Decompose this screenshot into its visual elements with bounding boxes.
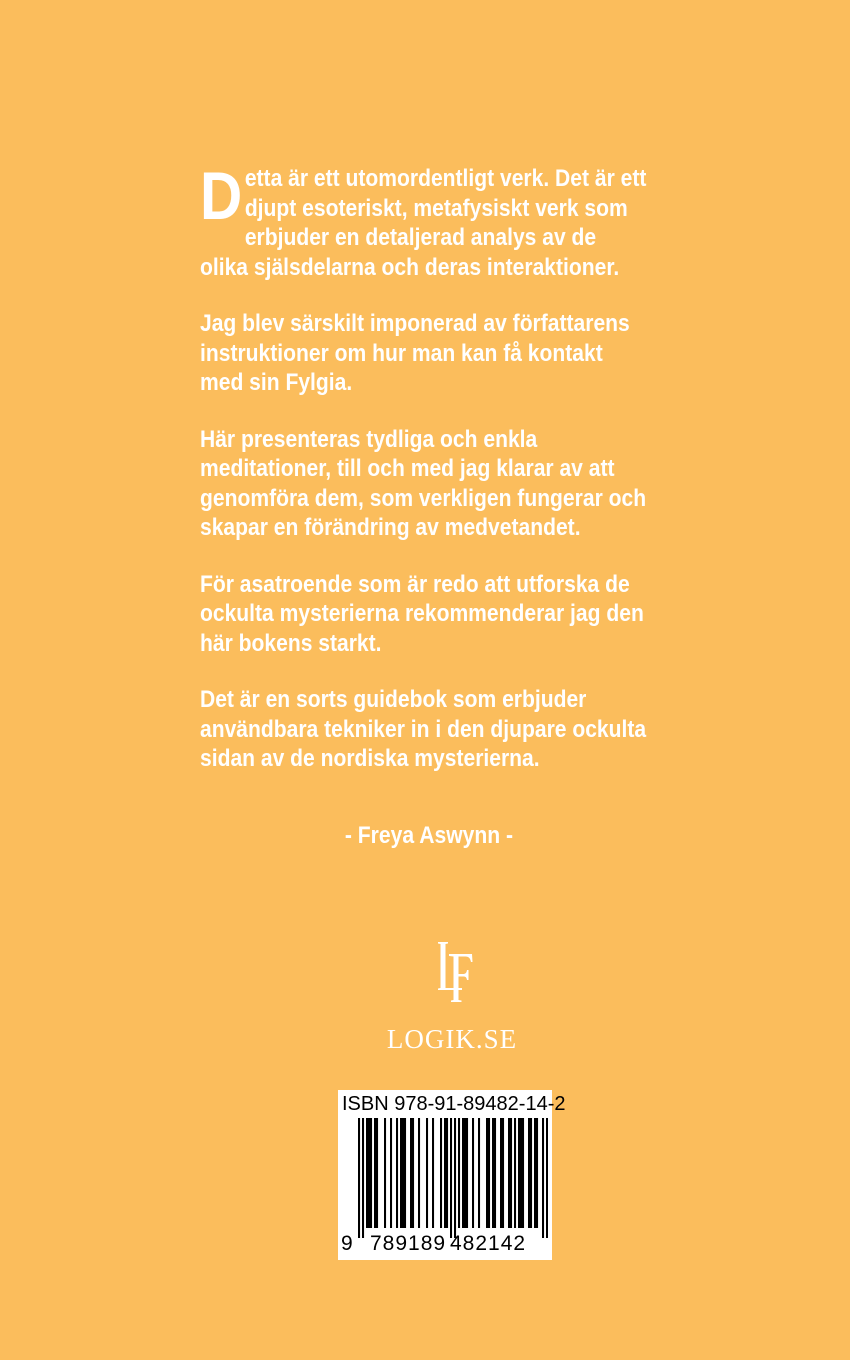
blurb-paragraph-1-text: etta är ett utomordentligt verk. Det är ett djupt esoteriskt, metafysiskt verk som erbjuder en detaljerad analys av de olika själsdelarna och deras interaktioner. — [200, 165, 647, 281]
barcode-bar — [404, 1118, 406, 1228]
barcode-bar — [520, 1118, 522, 1228]
barcode-bar — [536, 1118, 538, 1228]
barcode-guard-bar — [546, 1118, 548, 1238]
barcode-guard-bar — [358, 1118, 360, 1238]
blurb-paragraph-4: För asatroende som är redo att utforska de ockulta mysterierna rekommenderar jag den här bokens starkt. — [200, 570, 644, 657]
ean-first-digit: 9 — [341, 1232, 353, 1255]
barcode-bar — [472, 1118, 474, 1228]
barcode-bar — [464, 1118, 466, 1228]
publisher-website: LOGIK.SE — [386, 1024, 518, 1054]
blurb-paragraph-3: Här presenteras tydliga och enkla meditationer, till och med jag klarar av att genomföra dem, som verkligen fungerar och skapar en förändring av medvetandet. — [200, 425, 647, 541]
barcode-bar — [410, 1118, 412, 1228]
barcode-bar — [466, 1118, 468, 1228]
barcode-bar — [384, 1118, 386, 1228]
barcode-bar — [440, 1118, 442, 1228]
author-signature: - Freya Aswynn - — [344, 822, 514, 849]
barcode-bar — [514, 1118, 516, 1228]
barcode-bar — [492, 1118, 494, 1228]
barcode-guard-bar — [542, 1118, 544, 1238]
barcode-bar — [426, 1118, 428, 1228]
barcode-bar — [530, 1118, 532, 1228]
barcode-bar — [446, 1118, 448, 1228]
barcode-bar — [508, 1118, 510, 1228]
barcode-bar — [458, 1118, 460, 1228]
barcode-bar — [444, 1118, 446, 1228]
barcode-guard-bar — [450, 1118, 452, 1238]
barcode-bar — [396, 1118, 398, 1228]
barcode-bar — [376, 1118, 378, 1228]
barcode-bar — [400, 1118, 402, 1228]
barcode-guard-bar — [454, 1118, 456, 1238]
ean-left-group: 789189 — [370, 1232, 447, 1255]
barcode-bar — [510, 1118, 512, 1228]
barcode-bars — [358, 1118, 548, 1238]
barcode-bar — [418, 1118, 420, 1228]
barcode-bar — [462, 1118, 464, 1228]
barcode-bar — [488, 1118, 490, 1228]
barcode-bar — [432, 1118, 434, 1228]
barcode-bar — [500, 1118, 502, 1228]
barcode-bar — [402, 1118, 404, 1228]
blurb-paragraph-5: Det är en sorts guidebok som erbjuder användbara tekniker in i den djupare ockulta sidan av de nordiska mysterierna. — [200, 686, 647, 772]
publisher-logo — [0, 938, 850, 1055]
barcode-bar — [374, 1118, 376, 1228]
ean-right-group: 482142 — [450, 1232, 527, 1255]
isbn-label: ISBN 978-91-89482-14-2 — [342, 1093, 566, 1115]
barcode-bar — [412, 1118, 414, 1228]
back-cover-blurb — [200, 158, 647, 801]
barcode-bar — [390, 1118, 392, 1228]
blurb-paragraph-1 — [200, 158, 647, 282]
barcode-bar — [370, 1118, 372, 1228]
lf-monogram-icon — [432, 938, 482, 1008]
barcode-bar — [522, 1118, 524, 1228]
barcode-bar — [368, 1118, 370, 1228]
drop-cap: D — [200, 158, 243, 234]
barcode-bar — [494, 1118, 496, 1228]
isbn-barcode — [338, 1090, 566, 1260]
barcode-bar — [502, 1118, 504, 1228]
blurb-paragraph-2: Jag blev särskilt imponerad av författarens instruktioner om hur man kan få kontakt med sin Fylgia. — [200, 310, 630, 396]
barcode-guard-bar — [362, 1118, 364, 1238]
barcode-bar — [518, 1118, 520, 1228]
barcode-bar — [478, 1118, 480, 1228]
barcode-bar — [366, 1118, 368, 1228]
barcode-bar — [528, 1118, 530, 1228]
barcode-bar — [534, 1118, 536, 1228]
barcode-bar — [486, 1118, 488, 1228]
